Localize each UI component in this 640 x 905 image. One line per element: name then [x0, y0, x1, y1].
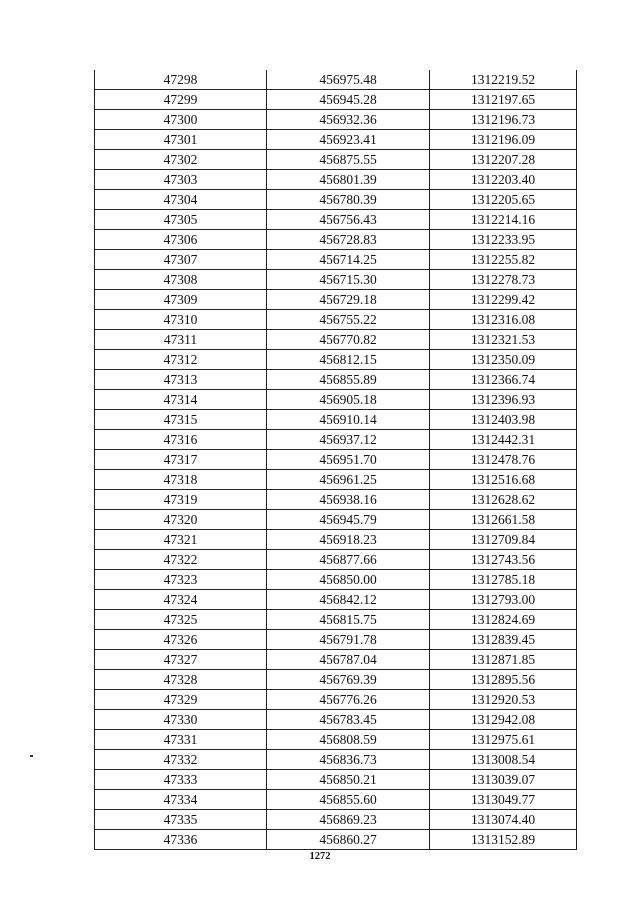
- point-id-cell: 47314: [95, 390, 267, 410]
- point-id-cell: 47307: [95, 250, 267, 270]
- x-coordinate-cell: 456836.73: [267, 750, 430, 770]
- x-coordinate-cell: 456755.22: [267, 310, 430, 330]
- point-id-cell: 47302: [95, 150, 267, 170]
- table-row: [95, 430, 577, 450]
- x-coordinate-cell: 456780.39: [267, 190, 430, 210]
- table-row: [95, 450, 577, 470]
- point-id-cell: 47333: [95, 770, 267, 790]
- y-coordinate-cell: 1312203.40: [430, 170, 577, 190]
- x-coordinate-cell: 456937.12: [267, 430, 430, 450]
- table-row: [95, 810, 577, 830]
- table-row: [95, 250, 577, 270]
- x-coordinate-cell: 456910.14: [267, 410, 430, 430]
- y-coordinate-cell: 1312205.65: [430, 190, 577, 210]
- y-coordinate-cell: 1313008.54: [430, 750, 577, 770]
- y-coordinate-cell: 1312709.84: [430, 530, 577, 550]
- table-row: [95, 590, 577, 610]
- point-id-cell: 47328: [95, 670, 267, 690]
- x-coordinate-cell: 456812.15: [267, 350, 430, 370]
- point-id-cell: 47305: [95, 210, 267, 230]
- x-coordinate-cell: 456869.23: [267, 810, 430, 830]
- table-row: [95, 410, 577, 430]
- x-coordinate-cell: 456842.12: [267, 590, 430, 610]
- y-coordinate-cell: 1312278.73: [430, 270, 577, 290]
- y-coordinate-cell: 1312219.52: [430, 70, 577, 90]
- point-id-cell: 47334: [95, 790, 267, 810]
- y-coordinate-cell: 1312824.69: [430, 610, 577, 630]
- point-id-cell: 47311: [95, 330, 267, 350]
- point-id-cell: 47304: [95, 190, 267, 210]
- y-coordinate-cell: 1313049.77: [430, 790, 577, 810]
- table-row: [95, 130, 577, 150]
- y-coordinate-cell: 1312661.58: [430, 510, 577, 530]
- table-row: [95, 70, 577, 90]
- table-row: [95, 750, 577, 770]
- y-coordinate-cell: 1312785.18: [430, 570, 577, 590]
- x-coordinate-cell: 456801.39: [267, 170, 430, 190]
- point-id-cell: 47318: [95, 470, 267, 490]
- x-coordinate-cell: 456918.23: [267, 530, 430, 550]
- point-id-cell: 47313: [95, 370, 267, 390]
- table-row: [95, 110, 577, 130]
- x-coordinate-cell: 456945.28: [267, 90, 430, 110]
- point-id-cell: 47308: [95, 270, 267, 290]
- table-row: [95, 490, 577, 510]
- table-row: [95, 310, 577, 330]
- x-coordinate-cell: 456850.00: [267, 570, 430, 590]
- y-coordinate-cell: 1312975.61: [430, 730, 577, 750]
- table-row: [95, 690, 577, 710]
- point-id-cell: 47306: [95, 230, 267, 250]
- point-id-cell: 47303: [95, 170, 267, 190]
- table-row: [95, 470, 577, 490]
- point-id-cell: 47300: [95, 110, 267, 130]
- x-coordinate-cell: 456961.25: [267, 470, 430, 490]
- y-coordinate-cell: 1312442.31: [430, 430, 577, 450]
- x-coordinate-cell: 456850.21: [267, 770, 430, 790]
- y-coordinate-cell: 1312299.42: [430, 290, 577, 310]
- y-coordinate-cell: 1312366.74: [430, 370, 577, 390]
- x-coordinate-cell: 456787.04: [267, 650, 430, 670]
- point-id-cell: 47298: [95, 70, 267, 90]
- y-coordinate-cell: 1313074.40: [430, 810, 577, 830]
- x-coordinate-cell: 456975.48: [267, 70, 430, 90]
- table-row: [95, 270, 577, 290]
- table-row: [95, 170, 577, 190]
- point-id-cell: 47327: [95, 650, 267, 670]
- point-id-cell: 47336: [95, 830, 267, 850]
- y-coordinate-cell: 1312207.28: [430, 150, 577, 170]
- y-coordinate-cell: 1312255.82: [430, 250, 577, 270]
- x-coordinate-cell: 456776.26: [267, 690, 430, 710]
- table-row: [95, 190, 577, 210]
- point-id-cell: 47325: [95, 610, 267, 630]
- x-coordinate-cell: 456815.75: [267, 610, 430, 630]
- y-coordinate-cell: 1313152.89: [430, 830, 577, 850]
- point-id-cell: 47331: [95, 730, 267, 750]
- point-id-cell: 47323: [95, 570, 267, 590]
- y-coordinate-cell: 1312942.08: [430, 710, 577, 730]
- table-row: [95, 550, 577, 570]
- table-row: [95, 330, 577, 350]
- point-id-cell: 47299: [95, 90, 267, 110]
- x-coordinate-cell: 456729.18: [267, 290, 430, 310]
- table-row: [95, 730, 577, 750]
- scan-speck: [30, 755, 33, 757]
- y-coordinate-cell: 1312920.53: [430, 690, 577, 710]
- x-coordinate-cell: 456714.25: [267, 250, 430, 270]
- point-id-cell: 47317: [95, 450, 267, 470]
- y-coordinate-cell: 1312197.65: [430, 90, 577, 110]
- coordinate-table-body: [95, 70, 577, 850]
- y-coordinate-cell: 1312516.68: [430, 470, 577, 490]
- table-row: [95, 350, 577, 370]
- point-id-cell: 47324: [95, 590, 267, 610]
- y-coordinate-cell: 1312628.62: [430, 490, 577, 510]
- table-row: [95, 790, 577, 810]
- table-row: [95, 510, 577, 530]
- y-coordinate-cell: 1312396.93: [430, 390, 577, 410]
- y-coordinate-cell: 1312233.95: [430, 230, 577, 250]
- point-id-cell: 47329: [95, 690, 267, 710]
- x-coordinate-cell: 456877.66: [267, 550, 430, 570]
- x-coordinate-cell: 456951.70: [267, 450, 430, 470]
- point-id-cell: 47320: [95, 510, 267, 530]
- table-row: [95, 650, 577, 670]
- y-coordinate-cell: 1312196.09: [430, 130, 577, 150]
- x-coordinate-cell: 456808.59: [267, 730, 430, 750]
- point-id-cell: 47330: [95, 710, 267, 730]
- y-coordinate-cell: 1312839.45: [430, 630, 577, 650]
- page-number: 1272: [309, 851, 331, 862]
- table-row: [95, 570, 577, 590]
- table-row: [95, 210, 577, 230]
- x-coordinate-cell: 456855.89: [267, 370, 430, 390]
- x-coordinate-cell: 456769.39: [267, 670, 430, 690]
- x-coordinate-cell: 456875.55: [267, 150, 430, 170]
- point-id-cell: 47312: [95, 350, 267, 370]
- point-id-cell: 47332: [95, 750, 267, 770]
- y-coordinate-cell: 1312350.09: [430, 350, 577, 370]
- y-coordinate-cell: 1312214.16: [430, 210, 577, 230]
- point-id-cell: 47322: [95, 550, 267, 570]
- coordinate-table: [94, 70, 577, 850]
- x-coordinate-cell: 456905.18: [267, 390, 430, 410]
- x-coordinate-cell: 456791.78: [267, 630, 430, 650]
- y-coordinate-cell: 1312316.08: [430, 310, 577, 330]
- y-coordinate-cell: 1312743.56: [430, 550, 577, 570]
- x-coordinate-cell: 456855.60: [267, 790, 430, 810]
- point-id-cell: 47316: [95, 430, 267, 450]
- point-id-cell: 47309: [95, 290, 267, 310]
- point-id-cell: 47301: [95, 130, 267, 150]
- x-coordinate-cell: 456932.36: [267, 110, 430, 130]
- table-row: [95, 230, 577, 250]
- y-coordinate-cell: 1312478.76: [430, 450, 577, 470]
- x-coordinate-cell: 456923.41: [267, 130, 430, 150]
- y-coordinate-cell: 1312871.85: [430, 650, 577, 670]
- table-row: [95, 150, 577, 170]
- table-row: [95, 290, 577, 310]
- x-coordinate-cell: 456756.43: [267, 210, 430, 230]
- table-row: [95, 830, 577, 850]
- y-coordinate-cell: 1313039.07: [430, 770, 577, 790]
- table-row: [95, 670, 577, 690]
- x-coordinate-cell: 456783.45: [267, 710, 430, 730]
- x-coordinate-cell: 456938.16: [267, 490, 430, 510]
- table-row: [95, 530, 577, 550]
- y-coordinate-cell: 1312196.73: [430, 110, 577, 130]
- point-id-cell: 47319: [95, 490, 267, 510]
- x-coordinate-cell: 456945.79: [267, 510, 430, 530]
- x-coordinate-cell: 456715.30: [267, 270, 430, 290]
- x-coordinate-cell: 456860.27: [267, 830, 430, 850]
- y-coordinate-cell: 1312403.98: [430, 410, 577, 430]
- table-row: [95, 770, 577, 790]
- y-coordinate-cell: 1312321.53: [430, 330, 577, 350]
- point-id-cell: 47326: [95, 630, 267, 650]
- x-coordinate-cell: 456770.82: [267, 330, 430, 350]
- y-coordinate-cell: 1312793.00: [430, 590, 577, 610]
- point-id-cell: 47335: [95, 810, 267, 830]
- table-row: [95, 370, 577, 390]
- table-row: [95, 630, 577, 650]
- table-row: [95, 610, 577, 630]
- y-coordinate-cell: 1312895.56: [430, 670, 577, 690]
- x-coordinate-cell: 456728.83: [267, 230, 430, 250]
- point-id-cell: 47321: [95, 530, 267, 550]
- table-row: [95, 90, 577, 110]
- table-row: [95, 390, 577, 410]
- point-id-cell: 47315: [95, 410, 267, 430]
- table-row: [95, 710, 577, 730]
- point-id-cell: 47310: [95, 310, 267, 330]
